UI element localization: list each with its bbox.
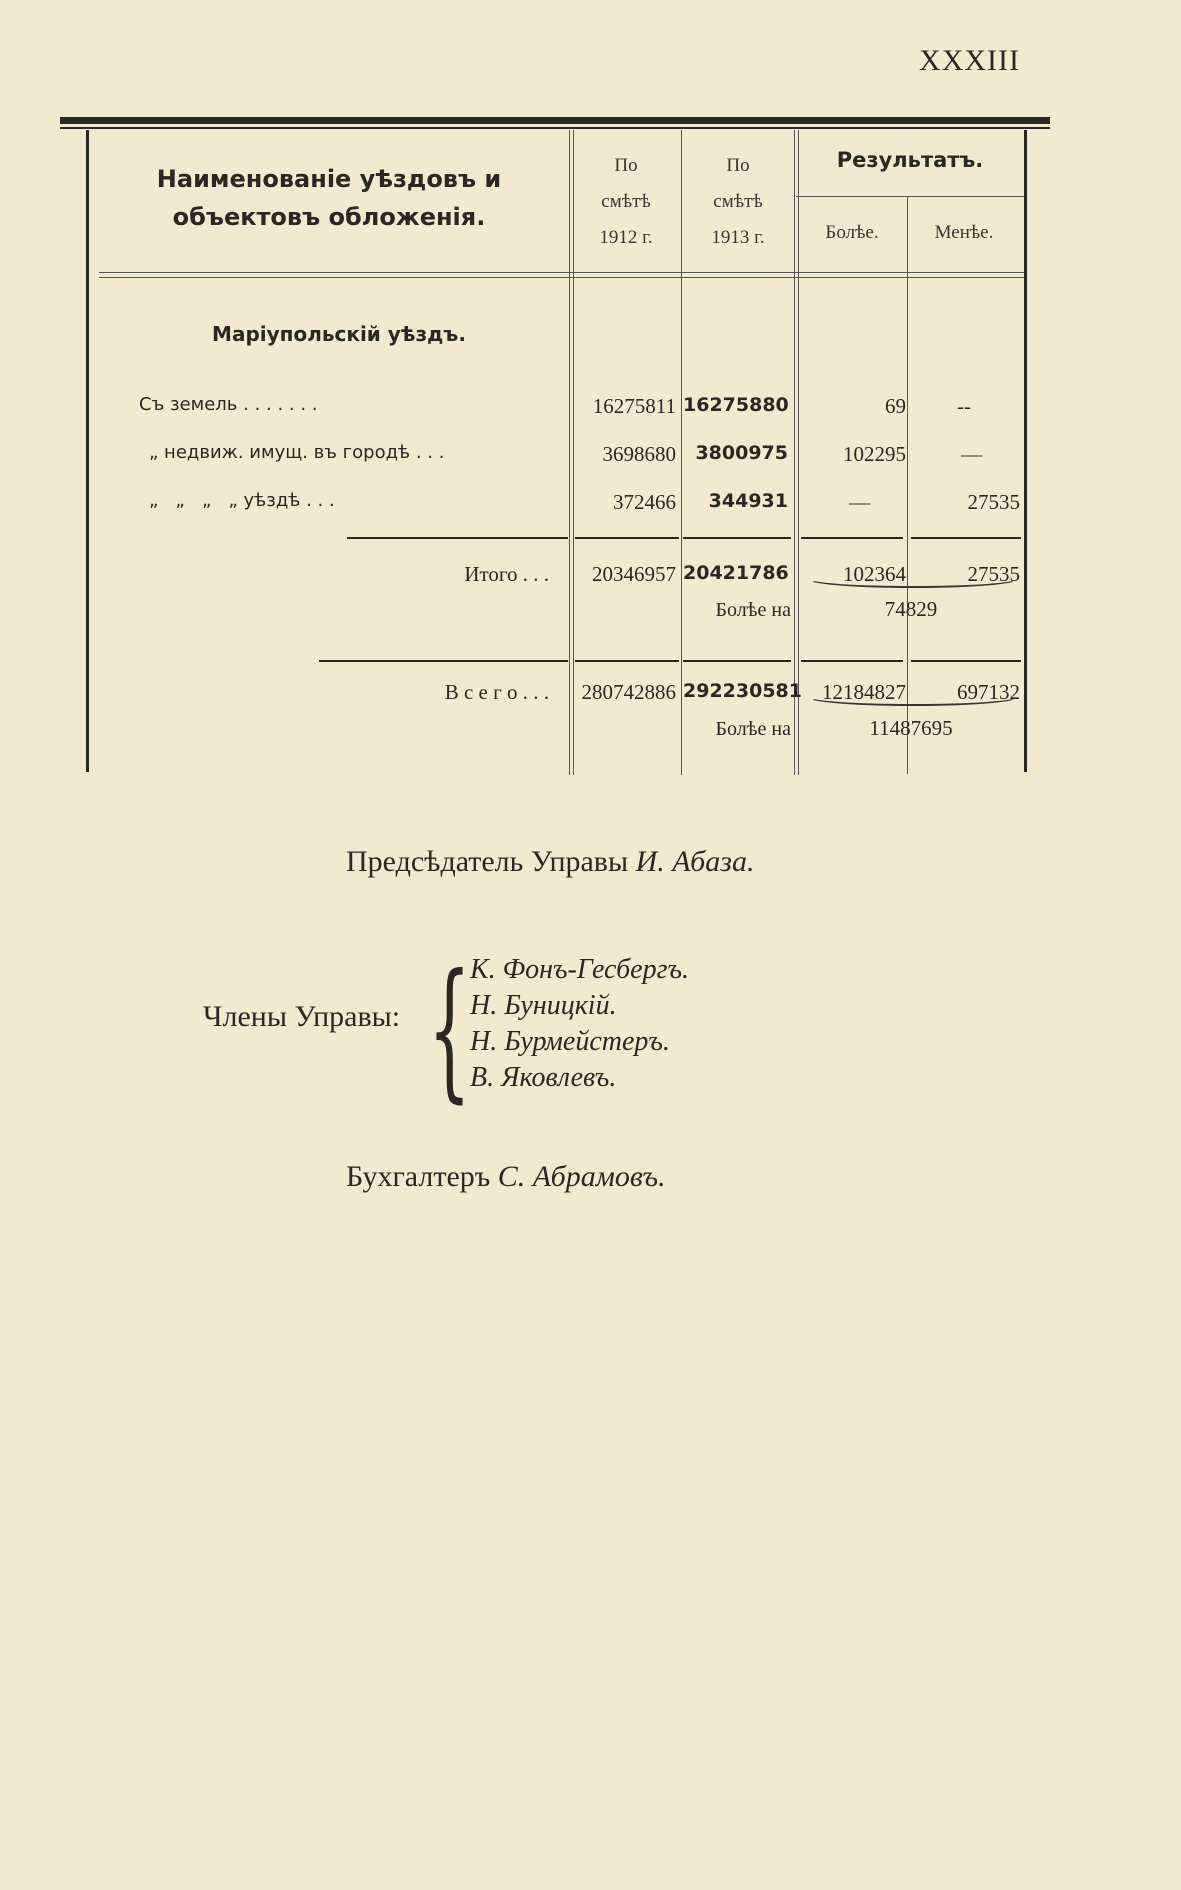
member-name: Н. Буницкій. [470, 990, 617, 1021]
header-1913-line2: смѣтѣ [713, 191, 763, 212]
subtotal-1913: 20421786 [683, 562, 789, 584]
header-result: Результатъ. [836, 148, 984, 172]
total-more: 12184827 [822, 680, 906, 704]
header-more: Болѣе. [825, 222, 879, 243]
district-title: Маріупольскій уѣздъ. [212, 322, 466, 346]
members-brace: { [428, 943, 471, 1117]
subtotal-rule-1912 [575, 537, 679, 539]
subtotal-note: Болѣе на [715, 599, 791, 621]
member-name: К. Фонъ-Гесбергъ. [470, 954, 690, 985]
table-row [89, 442, 1024, 478]
subtotal-rule-more [801, 537, 903, 539]
header-1912 [571, 148, 681, 256]
accountant-name: С. Абрамовъ. [497, 1160, 666, 1193]
total-rule-1913 [683, 660, 791, 662]
header-name-column: Наименованіе уѣздовъ и объектовъ обложенія. [156, 165, 502, 231]
total-difference: 11487695 [869, 716, 953, 740]
header-1913-line3: 1913 г. [711, 227, 765, 248]
header-1912-line1: По [614, 155, 638, 176]
chairman-title: Предсѣдатель Управы [346, 845, 629, 878]
total-rule-more [801, 660, 903, 662]
total-rule-1912 [575, 660, 679, 662]
total-note: Болѣе на [715, 718, 791, 740]
row-1912: 3698680 [602, 442, 676, 466]
members-list [470, 952, 689, 1096]
subtotal-more: 102364 [843, 562, 906, 586]
subtotal-rule-1913 [683, 537, 791, 539]
row-less: -- [957, 394, 971, 418]
header-result-divider [796, 196, 1024, 197]
chairman-name: И. Абаза. [635, 845, 755, 878]
row-more: 102295 [843, 442, 906, 466]
row-label: „ недвиж. имущ. въ городѣ . . . [149, 442, 445, 463]
total-rule-label [319, 660, 568, 662]
subtotal-1912: 20346957 [592, 562, 676, 586]
total-1912: 280742886 [581, 680, 676, 704]
row-1913: 3800975 [695, 442, 788, 464]
top-rule-thin [60, 127, 1050, 129]
subtotal-label: Итого . . . [464, 562, 549, 586]
table-row [89, 394, 1024, 430]
row-label: „ „ „ „ уѣздѣ . . . [149, 490, 335, 511]
header-1912-line3: 1912 г. [599, 227, 653, 248]
members-title: Члены Управы: [203, 1000, 401, 1033]
row-more: 69 [885, 394, 906, 418]
row-1912: 16275811 [592, 394, 676, 418]
chairman-line [346, 845, 754, 879]
row-less: 27535 [967, 490, 1020, 514]
budget-table [86, 130, 1027, 772]
row-less: — [961, 442, 982, 466]
member-name: В. Яковлевъ. [470, 1062, 617, 1093]
subtotal-rule-less [911, 537, 1021, 539]
row-1912: 372466 [613, 490, 676, 514]
header-1913-line1: По [726, 155, 750, 176]
accountant-title: Бухгалтеръ [346, 1160, 491, 1193]
page-number: XXXIII [919, 44, 1020, 77]
total-less: 697132 [957, 680, 1020, 704]
header-separator [99, 272, 1024, 273]
row-1913: 16275880 [683, 394, 789, 416]
subtotal-less: 27535 [967, 562, 1020, 586]
subtotal-rule-label [347, 537, 568, 539]
header-less: Менѣе. [934, 222, 994, 243]
total-1913: 292230581 [683, 680, 802, 702]
subtotal-difference: 74829 [884, 597, 938, 621]
subtotal-brace [807, 570, 1019, 588]
row-1913: 344931 [708, 490, 788, 512]
row-label: Съ земель . . . . . . . [139, 394, 318, 415]
total-label: В с е г о . . . [444, 680, 549, 704]
header-separator-double [99, 277, 1024, 278]
table-row [89, 490, 1024, 526]
header-1912-line2: смѣтѣ [601, 191, 651, 212]
top-rule-thick [60, 117, 1050, 124]
row-more: — [849, 490, 870, 514]
total-brace [807, 688, 1019, 706]
member-name: Н. Бурмейстеръ. [470, 1026, 670, 1057]
accountant-line [346, 1160, 666, 1194]
total-rule-less [911, 660, 1021, 662]
header-1913 [683, 148, 793, 256]
